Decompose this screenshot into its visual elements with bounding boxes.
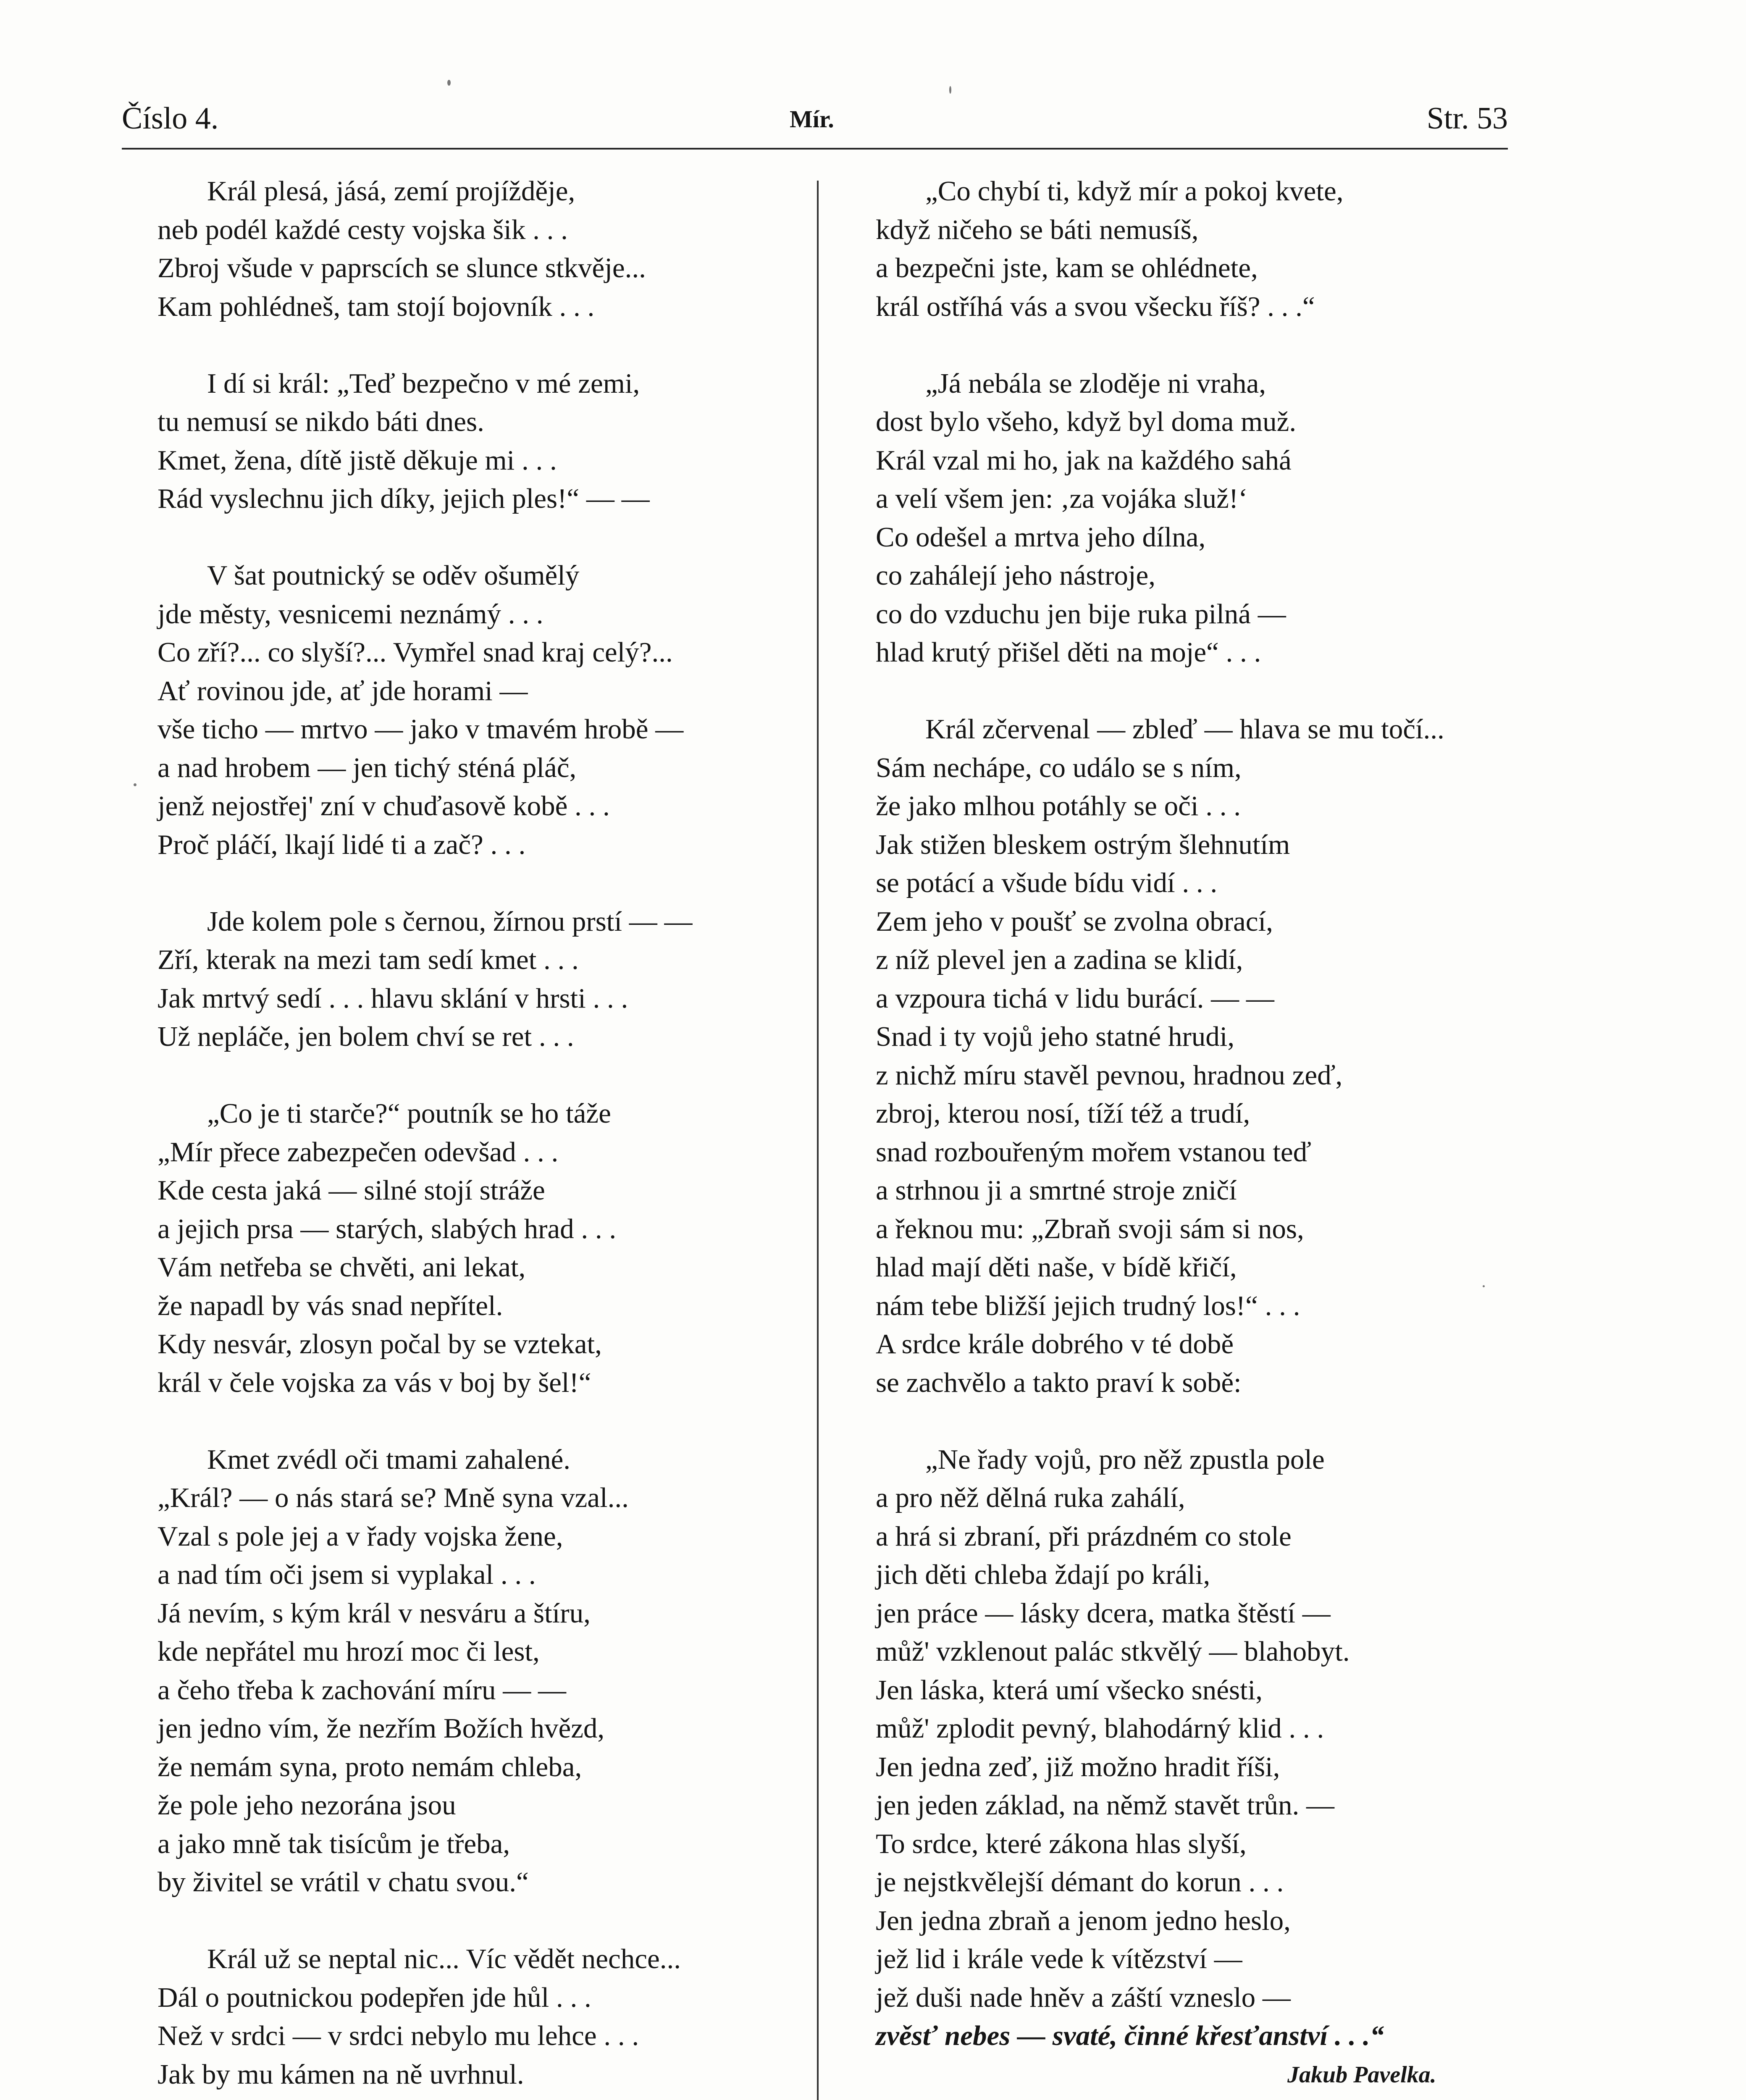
- right-verse-line: snad rozbouřeným mořem vstanou teď: [876, 1136, 1311, 1168]
- right-verse-line: a strhnou ji a smrtné stroje zničí: [876, 1175, 1237, 1206]
- right-verse-line: jich děti chleba ždají po králi,: [876, 1559, 1210, 1590]
- right-verse-line: můž' vzklenout palác stkvělý — blahobyt.: [876, 1636, 1350, 1667]
- speck: [447, 80, 451, 86]
- left-verse-line: Kam pohlédneš, tam stojí bojovník . . .: [158, 291, 595, 322]
- speck: [134, 783, 137, 786]
- right-verse-line: jen jeden základ, na němž stavět trůn. —: [876, 1790, 1335, 1821]
- issue-number: Číslo 4.: [122, 101, 219, 136]
- stanza-gap: [158, 864, 804, 903]
- right-verse-line: král ostříhá vás a svou všecku říš? . . .“: [876, 291, 1315, 322]
- right-verse-line: hlad mají děti naše, v bídě křičí,: [876, 1252, 1237, 1283]
- left-verse-line: tu nemusí se nikdo báti dnes.: [158, 406, 484, 437]
- left-verse-line: V šat poutnický se oděv ošumělý: [207, 560, 580, 591]
- right-verse-line: a vzpoura tichá v lidu burácí. — —: [876, 982, 1274, 1014]
- left-verse-line: Zří, kterak na mezi tam sedí kmet . . .: [158, 944, 579, 975]
- right-verse-line: když ničeho se báti nemusíš,: [876, 214, 1199, 245]
- left-verse-line: Co zří?... co slyší?... Vymřel snad kraj celý?...: [158, 637, 673, 668]
- stanza-gap: [158, 1902, 804, 1940]
- right-verse-line: a velí všem jen: ‚za vojáka služ!‘: [876, 483, 1248, 514]
- left-verse-line: jen jedno vím, že nezřím Božích hvězd,: [158, 1713, 605, 1744]
- right-verse-line: co do vzduchu jen bije ruka pilná —: [876, 598, 1286, 630]
- left-verse-line: Jde kolem pole s černou, žírnou prstí — —: [207, 906, 693, 937]
- left-verse-line: Kdy nesvár, zlosyn počal by se vztekat,: [158, 1328, 602, 1360]
- right-verse-line: můž' zplodit pevný, blahodárný klid . . .: [876, 1713, 1324, 1744]
- stanza-gap: [158, 1402, 804, 1441]
- left-verse-line: král v čele vojska za vás v boj by šel!“: [158, 1367, 591, 1398]
- left-verse-line: „Král? — o nás stará se? Mně syna vzal...: [158, 1482, 629, 1513]
- right-verse-line: Zem jeho v poušť se zvolna obrací,: [876, 906, 1273, 937]
- column-divider: [817, 181, 819, 2100]
- left-verse-line: že napadl by vás snad nepřítel.: [158, 1290, 503, 1321]
- right-verse-line: je nejstkvělejší démant do korun . . .: [876, 1866, 1284, 1898]
- stanza-gap: [876, 672, 1531, 711]
- right-verse-line: zvěsť nebes — svaté, činné křesťanství . . .“: [876, 2020, 1384, 2051]
- left-verse-line: Král plesá, jásá, zemí projížděje,: [207, 176, 575, 207]
- left-verse-line: Jak by mu kámen na ně uvrhnul.: [158, 2058, 524, 2090]
- right-verse-line: a bezpečni jste, kam se ohlédnete,: [876, 252, 1258, 284]
- left-verse-line: Proč pláčí, lkají lidé ti a zač? . . .: [158, 829, 526, 860]
- right-verse-line: se zachvělo a takto praví k sobě:: [876, 1367, 1242, 1398]
- speck: [1483, 1285, 1485, 1287]
- left-verse-line: Dál o poutnickou podepřen jde hůl . . .: [158, 1982, 591, 2013]
- left-verse-line: a čeho třeba k zachování míru — —: [158, 1674, 566, 1706]
- speck: [949, 86, 951, 94]
- left-verse-line: že pole jeho nezorána jsou: [158, 1790, 456, 1821]
- right-verse-line: To srdce, které zákona hlas slyší,: [876, 1828, 1247, 1859]
- right-verse-line: „Já nebála se zloděje ni vraha,: [925, 368, 1266, 399]
- right-verse-line: „Co chybí ti, když mír a pokoj kvete,: [925, 176, 1344, 207]
- right-verse-line: „Ne řady vojů, pro něž zpustla pole: [925, 1444, 1325, 1475]
- right-verse-line: jen práce — lásky dcera, matka štěstí —: [876, 1597, 1331, 1629]
- left-verse-line: Ať rovinou jde, ať jde horami —: [158, 675, 528, 706]
- right-verse-line: dost bylo všeho, když byl doma muž.: [876, 406, 1297, 437]
- right-verse-line: Co odešel a mrtva jeho dílna,: [876, 521, 1206, 553]
- left-verse-line: Vzal s pole jej a v řady vojska žene,: [158, 1520, 563, 1552]
- right-verse-line: A srdce krále dobrého v té době: [876, 1328, 1234, 1360]
- right-verse-line: jež duši nade hněv a záští vzneslo —: [876, 1982, 1291, 2013]
- left-verse-line: Kde cesta jaká — silné stojí stráže: [158, 1175, 545, 1206]
- right-verse-line: co zahálejí jeho nástroje,: [876, 560, 1155, 591]
- left-verse-line: Král už se neptal nic... Víc vědět nechce...: [207, 1943, 681, 1974]
- right-verse-line: z níž plevel jen a zadina se klidí,: [876, 944, 1243, 975]
- stanza-gap: [876, 1402, 1531, 1441]
- right-verse-line: a hrá si zbraní, při prázdném co stole: [876, 1520, 1292, 1552]
- left-verse-line: Než v srdci — v srdci nebylo mu lehce . . .: [158, 2020, 639, 2051]
- left-verse-line: a nad tím oči jsem si vyplakal . . .: [158, 1559, 536, 1590]
- right-verse-line: hlad krutý přišel děti na moje“ . . .: [876, 637, 1261, 668]
- left-verse-line: Vám netřeba se chvěti, ani lekat,: [158, 1252, 526, 1283]
- stanza-gap: [158, 2094, 804, 2100]
- page-number: Str. 53: [1426, 101, 1508, 136]
- left-verse-line: a jejich prsa — starých, slabých hrad . . .: [158, 1213, 617, 1244]
- left-verse-line: „Mír přece zabezpečen odevšad . . .: [158, 1136, 559, 1168]
- poem-column-left: [158, 172, 804, 2100]
- right-verse-line: Jen jedna zbraň a jenom jedno heslo,: [876, 1905, 1291, 1936]
- right-verse-line: Král zčervenal — zbleď — hlava se mu točí...: [925, 714, 1444, 745]
- poem-column-right: [876, 172, 1531, 2055]
- left-verse-line: neb podél každé cesty vojska šik . . .: [158, 214, 568, 245]
- right-verse-line: jež lid i krále vede k vítězství —: [876, 1943, 1242, 1974]
- stanza-gap: [158, 326, 804, 365]
- left-verse-line: a jako mně tak tisícům je třeba,: [158, 1828, 510, 1859]
- left-verse-line: „Co je ti starče?“ poutník se ho táže: [207, 1098, 611, 1129]
- right-verse-line: Sám nechápe, co událo se s ním,: [876, 752, 1242, 783]
- left-verse-line: Zbroj všude v paprscích se slunce stkvěje...: [158, 252, 646, 284]
- header-rule: [122, 148, 1508, 150]
- stanza-gap: [158, 1056, 804, 1095]
- right-verse-line: z nichž míru stavěl pevnou, hradnou zeď,: [876, 1059, 1343, 1091]
- right-verse-line: a řeknou mu: „Zbraň svoji sám si nos,: [876, 1213, 1304, 1244]
- right-verse-line: se potácí a všude bídu vidí . . .: [876, 867, 1218, 898]
- left-verse-line: Rád vyslechnu jich díky, jejich ples!“ — —: [158, 483, 650, 514]
- left-verse-line: Já nevím, s kým král v nesváru a štíru,: [158, 1597, 591, 1629]
- left-verse-line: jde městy, vesnicemi neznámý . . .: [158, 598, 543, 630]
- right-verse-line: zbroj, kterou nosí, tíží též a trudí,: [876, 1098, 1250, 1129]
- left-verse-line: jenž nejostřej' zní v chuďasově kobě . . .: [158, 790, 610, 822]
- right-verse-line: Jak stižen bleskem ostrým šlehnutím: [876, 829, 1290, 860]
- author-signature: Jakub Pavelka.: [1287, 2062, 1436, 2088]
- left-verse-line: by živitel se vrátil v chatu svou.“: [158, 1866, 529, 1898]
- journal-title: Mír.: [790, 105, 834, 133]
- right-verse-line: Jen láska, která umí všecko snésti,: [876, 1674, 1263, 1706]
- right-verse-line: Král vzal mi ho, jak na každého sahá: [876, 444, 1292, 476]
- stanza-gap: [876, 326, 1531, 365]
- right-verse-line: Jen jedna zeď, již možno hradit říši,: [876, 1751, 1280, 1782]
- stanza-gap: [158, 518, 804, 557]
- left-verse-line: Kmet, žena, dítě jistě děkuje mi . . .: [158, 444, 557, 476]
- left-verse-line: vše ticho — mrtvo — jako v tmavém hrobě —: [158, 714, 684, 745]
- left-verse-line: Kmet zvédl oči tmami zahalené.: [207, 1444, 571, 1475]
- page-header: [122, 101, 1508, 151]
- left-verse-line: I dí si král: „Teď bezpečno v mé zemi,: [207, 368, 640, 399]
- left-verse-line: Už nepláče, jen bolem chví se ret . . .: [158, 1021, 574, 1052]
- right-verse-line: že jako mlhou potáhly se oči . . .: [876, 790, 1241, 822]
- right-verse-line: a pro něž dělná ruka zahálí,: [876, 1482, 1185, 1513]
- left-verse-line: kde nepřátel mu hrozí moc či lest,: [158, 1636, 540, 1667]
- right-verse-line: Snad i ty vojů jeho statné hrudi,: [876, 1021, 1235, 1052]
- left-verse-line: že nemám syna, proto nemám chleba,: [158, 1751, 582, 1782]
- left-verse-line: a nad hrobem — jen tichý sténá pláč,: [158, 752, 577, 783]
- left-verse-line: Jak mrtvý sedí . . . hlavu sklání v hrsti . . .: [158, 982, 628, 1014]
- right-verse-line: nám tebe bližší jejich trudný los!“ . . .: [876, 1290, 1300, 1321]
